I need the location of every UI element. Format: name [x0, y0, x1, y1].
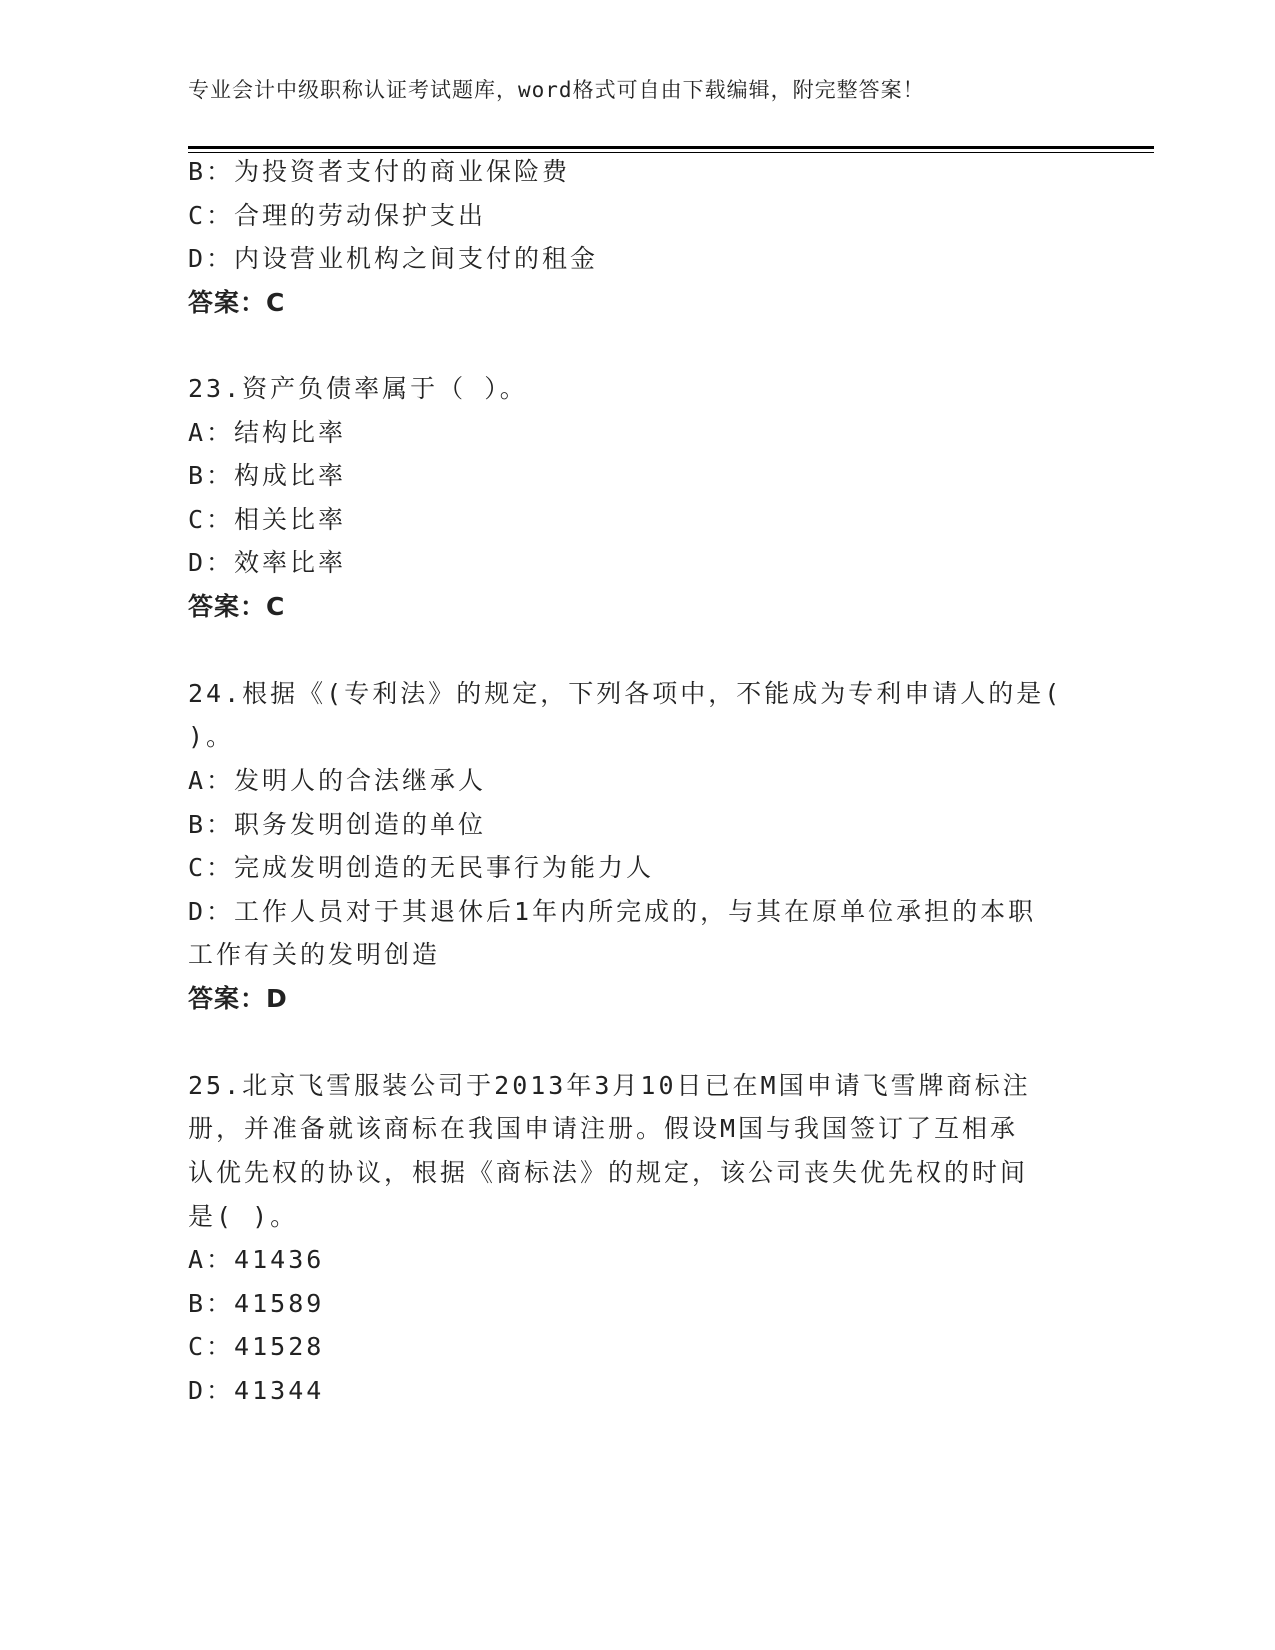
q25-stem-line-1: 25.北京飞雪服装公司于2013年3月10日已在M国申请飞雪牌商标注	[188, 1071, 1031, 1100]
q23-option-d: D：效率比率	[188, 548, 347, 577]
q22-option-b: B：为投资者支付的商业保险费	[188, 157, 571, 186]
q25-option-a: A：41436	[188, 1245, 325, 1274]
q24-stem-line-1: 24.根据《(专利法》的规定，下列各项中，不能成为专利申请人的是(	[188, 679, 1063, 708]
q25-stem-line-2: 册，并准备就该商标在我国申请注册。假设M国与我国签订了互相承	[188, 1114, 1019, 1143]
q24-stem-line-2: )。	[188, 722, 235, 751]
q23-stem: 23.资产负债率属于（ ）。	[188, 374, 528, 403]
q24-option-b: B：职务发明创造的单位	[188, 810, 487, 839]
q24-option-d-line-1: D：工作人员对于其退休后1年内所完成的，与其在原单位承担的本职	[188, 897, 1037, 926]
q25-option-c: C：41528	[188, 1332, 325, 1361]
q25-option-b: B：41589	[188, 1289, 325, 1318]
q22-option-d: D：内设营业机构之间支付的租金	[188, 244, 599, 273]
q23-option-a: A：结构比率	[188, 418, 347, 447]
q24-option-c: C：完成发明创造的无民事行为能力人	[188, 853, 655, 882]
q23-option-c: C：相关比率	[188, 505, 347, 534]
q24-answer: 答案：D	[188, 984, 288, 1013]
q24-option-a: A：发明人的合法继承人	[188, 766, 487, 795]
q25-stem-line-3: 认优先权的协议，根据《商标法》的规定，该公司丧失优先权的时间	[188, 1158, 1029, 1187]
q24-option-d-line-2: 工作有关的发明创造	[188, 940, 441, 969]
q23-option-b: B：构成比率	[188, 461, 347, 490]
q22-answer: 答案：C	[188, 288, 286, 317]
header-rule-thin	[188, 152, 1154, 153]
page-header: 专业会计中级职称认证考试题库，word格式可自由下载编辑，附完整答案！	[188, 78, 925, 102]
q25-stem-line-4: 是( )。	[188, 1202, 299, 1231]
q25-option-d: D：41344	[188, 1376, 325, 1405]
header-rule-thick	[188, 146, 1154, 149]
q23-answer: 答案：C	[188, 592, 286, 621]
q22-option-c: C：合理的劳动保护支出	[188, 201, 487, 230]
